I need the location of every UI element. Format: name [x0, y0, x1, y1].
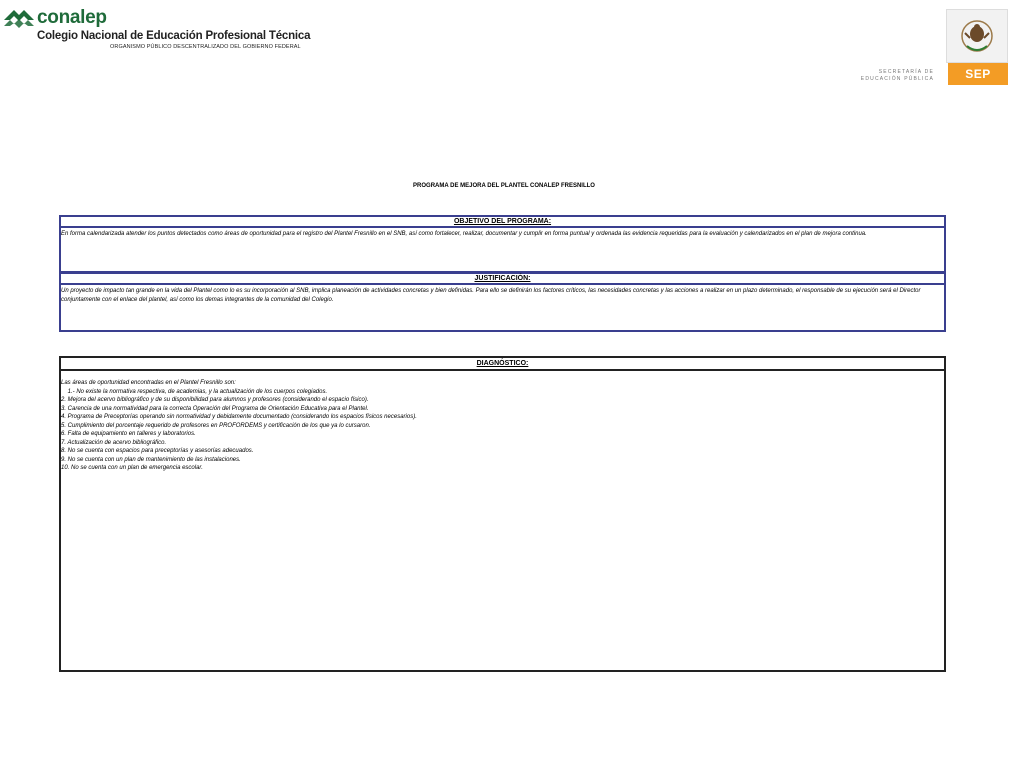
mexico-seal-icon: [959, 16, 995, 56]
list-item: 1.- No existe la normativa respectiva, de academias, y la actualización de los cuerpos colegiados.: [61, 388, 328, 395]
sep-badge: SEP: [948, 63, 1008, 85]
institution-subtitle: ORGANISMO PÚBLICO DESCENTRALIZADO DEL GOBIERNO FEDERAL: [110, 44, 301, 50]
list-item: 6. Falta de equipamiento en talleres y laboratorios.: [61, 431, 196, 437]
list-item: 4. Programa de Preceptorías operando sin normatividad y debidamente documentado (considerando los espacios físicos necesarios).: [61, 414, 417, 420]
justificacion-heading: JUSTIFICACIÓN:: [61, 274, 944, 285]
diagnostico-section: [59, 356, 946, 672]
sep-logo: [848, 9, 1008, 89]
list-item: 7. Actualización de acervo bibliográfico.: [61, 439, 167, 446]
objetivo-section: [59, 215, 946, 273]
diagnostico-body: [61, 371, 944, 473]
page-title: PROGRAMA DE MEJORA DEL PLANTEL CONALEP FRESNILLO: [413, 183, 595, 189]
conalep-emblem-icon: [2, 2, 36, 30]
list-item: 8. No se cuenta con espacios para preceptorías y asesorías adecuados.: [61, 448, 254, 454]
institution-name: Colegio Nacional de Educación Profesional Técnica: [37, 30, 311, 42]
objetivo-heading: OBJETIVO DEL PROGRAMA:: [61, 217, 944, 228]
conalep-logo: [0, 0, 311, 60]
justificacion-section: [59, 272, 946, 332]
list-item: 5. Cumplimiento del porcentaje requerido de profesores en PROFORDEMS y certificación de los que ya lo cursaron.: [61, 422, 371, 429]
objetivo-text: En forma calendarizada atender los puntos detectados como áreas de oportunidad para el registro del Plantel Fresnillo en el SNB, así como fortalecer, realizar, documentar y cumplir en forma puntual y ordenada las evidencia requeridas para la evaluación y calendarizados en el plan de mejora continua.: [61, 231, 867, 237]
secretaria-text: [861, 69, 934, 83]
diagnostico-heading: DIAGNÓSTICO:: [61, 358, 944, 371]
list-item: 9. No se cuenta con un plan de mantenimiento de las instalaciones.: [61, 456, 241, 463]
secretaria-line-2: EDUCACIÓN PÚBLICA: [860, 76, 934, 82]
list-item: 3. Carencia de una normatividad para la correcta Operación del Programa de Orientación Educativa para el Plantel.: [61, 405, 369, 412]
diagnostico-intro: Las áreas de oportunidad encontradas en el Plantel Fresnillo son:: [61, 380, 236, 386]
secretaria-line-1: SECRETARÍA DE: [878, 69, 934, 75]
brand-name: conalep: [37, 7, 107, 28]
list-item: 10. No se cuenta con un plan de emergencia escolar.: [61, 465, 203, 471]
list-item: 2. Mejora del acervo bibliográfico y de su disponibilidad para alumnos y profesores (considerando el espacio físico).: [61, 397, 369, 403]
objetivo-heading-text: OBJETIVO DEL PROGRAMA: [453, 218, 549, 225]
justificacion-text: Un proyecto de impacto tan grande en la vida del Plantel como lo es su incorporación al SNB, implica planeación de actividades concretas y bien definidas. Para ello se definirán los factores críticos, las necesidades concretas y las acciones a realizar en un plazo determinado, el responsable de su ejecución será el Director conjuntamente con el enlace del plantel, así como los demas integrantes de la comunidad del Colegio.: [61, 288, 921, 303]
seal-frame: [946, 9, 1008, 63]
